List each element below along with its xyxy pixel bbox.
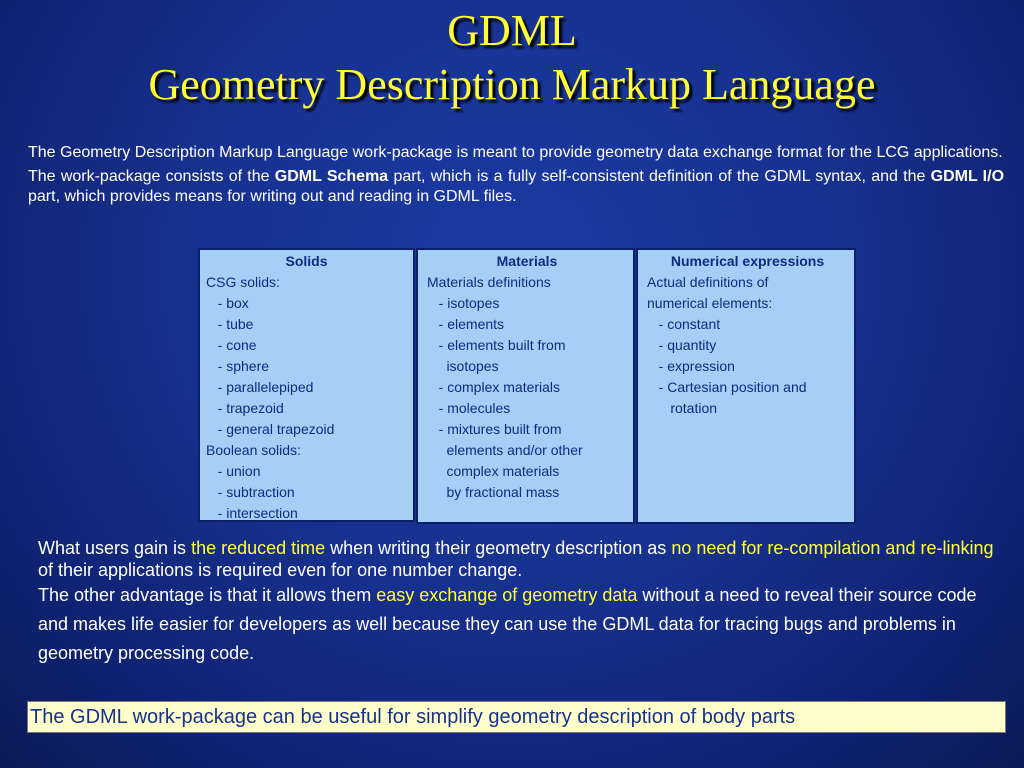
list-item: Actual definitions of <box>647 274 769 290</box>
list-item: - general trapezoid <box>206 421 335 437</box>
gdml-io-term: GDML I/O <box>930 168 1005 185</box>
list-item: - subtraction <box>206 484 295 500</box>
list-item: - tube <box>206 316 254 332</box>
numerical-expressions-box <box>636 248 856 524</box>
solids-box <box>198 248 415 522</box>
title-line-1: GDML <box>447 6 577 55</box>
conclusion-banner: The GDML work-package can be useful for simplify geometry description of body parts <box>27 701 1006 733</box>
list-item: numerical elements: <box>647 295 773 311</box>
list-item: Boolean solids: <box>206 442 301 458</box>
intro-p2-before: The work-package consists of the <box>28 168 275 185</box>
list-item: rotation <box>647 400 718 416</box>
list-item: complex materials <box>427 463 560 479</box>
list-item: - elements built from <box>427 337 566 353</box>
list-item: - quantity <box>647 337 717 353</box>
list-item: - Cartesian position and <box>647 379 807 395</box>
numerical-expressions-header: Numerical expressions <box>670 253 825 269</box>
title-line-2: Geometry Description Markup Language <box>148 60 876 109</box>
materials-box <box>416 248 635 524</box>
list-item: isotopes <box>427 358 499 374</box>
slide-title <box>0 6 1024 114</box>
intro-p2-middle: part, which is a fully self-consistent definition of the GDML syntax, and the <box>388 168 931 185</box>
list-item: - sphere <box>206 358 270 374</box>
list-item: - isotopes <box>427 295 500 311</box>
list-item: - parallelepiped <box>206 379 314 395</box>
list-item: - molecules <box>427 400 511 416</box>
benefits-p1-a: What users gain is <box>38 538 192 558</box>
benefits-text <box>38 537 998 668</box>
intro-paragraph-1: The Geometry Description Markup Language work-package is meant to provide geometry data exchange format for the LCG applications. <box>28 144 1003 161</box>
list-item: - expression <box>647 358 735 374</box>
benefits-p2-b: without a need to reveal their source code and makes life easier for developers as well because they can use the GDML data for tracing bugs and problems in geometry processing code. <box>38 585 977 663</box>
benefits-p2-a: The other advantage is that it allows them <box>38 585 377 605</box>
intro-p2-after: part, which provides means for writing out and reading in GDML files. <box>28 188 517 205</box>
solids-header: Solids <box>285 253 328 269</box>
highlight-reduced-time: the reduced time <box>191 538 326 558</box>
highlight-no-recompilation: no need for re-compilation and re-linking <box>671 538 994 558</box>
benefits-p1-c: of their applications is required even for one number change. <box>38 560 523 580</box>
list-item: - trapezoid <box>206 400 284 416</box>
list-item: - complex materials <box>427 379 561 395</box>
benefits-paragraph-1 <box>38 537 998 581</box>
list-item: - cone <box>206 337 257 353</box>
list-item: CSG solids: <box>206 274 280 290</box>
benefits-p1-b: when writing their geometry description as <box>325 538 672 558</box>
solids-list <box>206 272 407 524</box>
list-item: - union <box>206 463 261 479</box>
list-item: - mixtures built from <box>427 421 562 437</box>
benefits-paragraph-2 <box>38 581 998 668</box>
list-item: Materials definitions <box>427 274 551 290</box>
materials-list <box>427 272 627 503</box>
intro-paragraph-2 <box>28 167 1004 207</box>
highlight-easy-exchange: easy exchange of geometry data <box>376 585 638 605</box>
list-item: - intersection <box>206 505 298 521</box>
intro-text <box>28 143 1004 207</box>
numerical-expressions-list <box>647 272 848 419</box>
gdml-schema-term: GDML Schema <box>274 168 389 185</box>
materials-header: Materials <box>496 253 558 269</box>
list-item: - box <box>206 295 249 311</box>
list-item: - elements <box>427 316 505 332</box>
list-item: - constant <box>647 316 721 332</box>
list-item: elements and/or other <box>427 442 583 458</box>
list-item: by fractional mass <box>427 484 560 500</box>
